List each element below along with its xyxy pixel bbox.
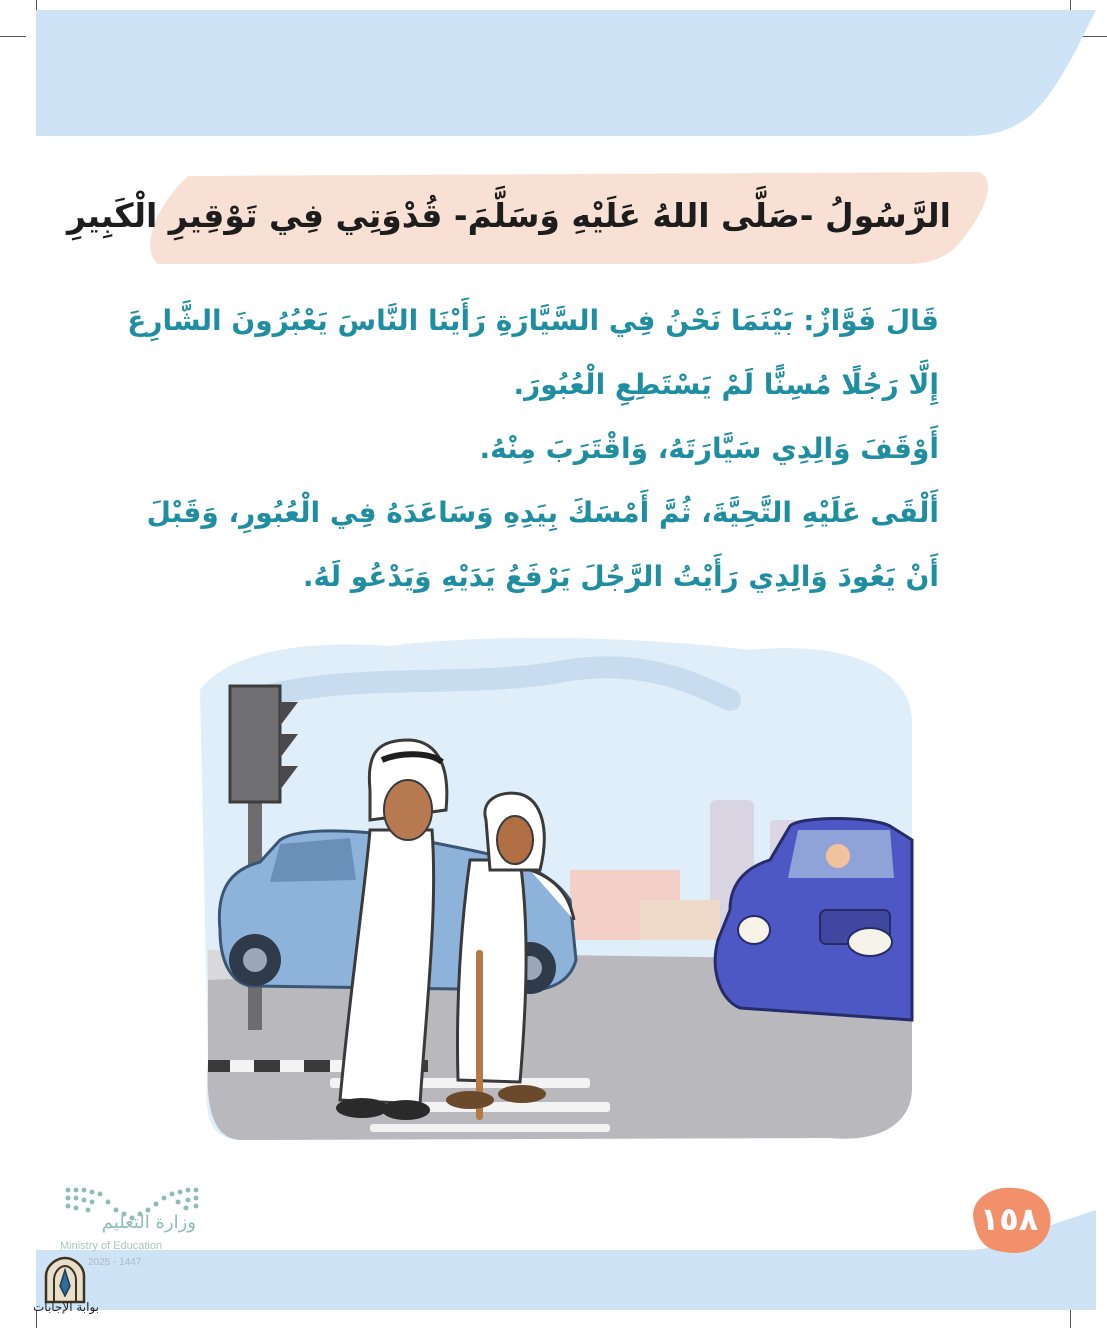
story-line: قَالَ فَوَّازٌ: بَيْنَمَا نَحْنُ فِي السَّيَّارَةِ رَأَيْنَا النَّاسَ يَعْبُرُونَ الشَّارِعَ [127, 304, 939, 337]
answers-portal-logo-icon [40, 1256, 90, 1304]
story-line: أَلْقَى عَلَيْهِ التَّحِيَّةَ، ثُمَّ أَمْسَكَ بِيَدِهِ وَسَاعَدَهُ فِي الْعُبُورِ، وَقَبْلَ [146, 496, 939, 529]
page-number: ١٥٨ [979, 1200, 1039, 1238]
story-text [127, 296, 939, 616]
ministry-name-arabic: وزارة التعليم [101, 1212, 196, 1233]
lesson-title: الرَّسُولُ -صَلَّى اللهُ عَلَيْهِ وَسَلَّمَ- قُدْوَتِي فِي تَوْقِيرِ الْكَبِيرِ [66, 196, 951, 235]
edition-year: 2025 - 1447 [88, 1257, 142, 1268]
story-line: أَوْقَفَ وَالِدِي سَيَّارَتَهُ، وَاقْتَرَبَ مِنْهُ. [479, 432, 939, 465]
story-line: إِلَّا رَجُلًا مُسِنًّا لَمْ يَسْتَطِعِ الْعُبُورَ. [513, 368, 939, 401]
ministry-name-english: Ministry of Education [60, 1240, 163, 1252]
illustration-man-helping-elder-cross-street [170, 630, 930, 1150]
ministry-of-education-logo-icon [58, 1150, 208, 1270]
building [640, 900, 720, 940]
story-line: أَنْ يَعُودَ وَالِدِي رَأَيْتُ الرَّجُلَ يَرْفَعُ يَدَيْهِ وَيَدْعُو لَهُ. [302, 560, 939, 593]
crop-mark-left-top [0, 36, 26, 37]
answers-portal-name: بوابة الإجابات [32, 1300, 99, 1314]
top-decorative-band [36, 10, 1096, 136]
